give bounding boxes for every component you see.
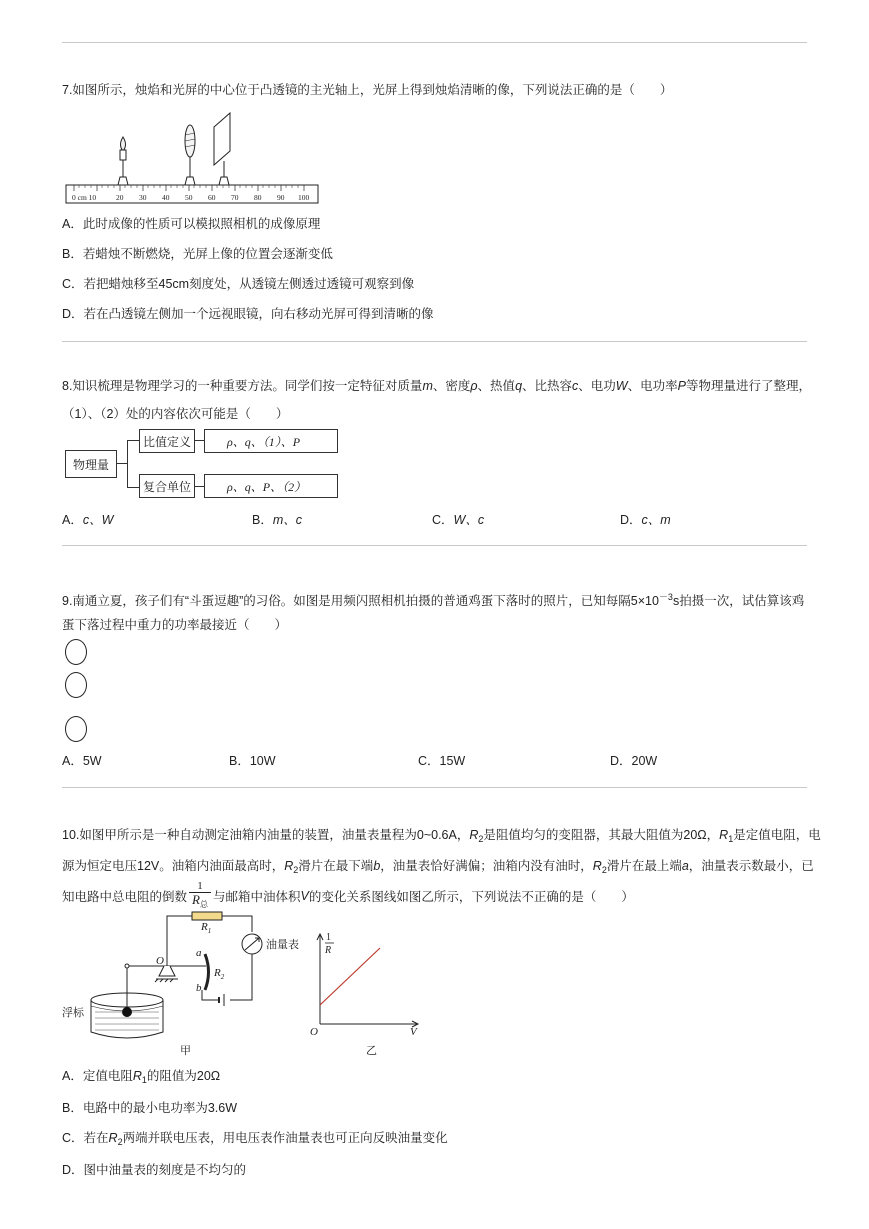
ruler-tick-label: 60: [208, 193, 216, 202]
fraction-numerator: 1: [197, 880, 203, 892]
option-c[interactable]: C．若把蜡烛移至45cm刻度处，从透镜左侧透过透镜可观察到像: [62, 277, 415, 291]
option-text: 的阻值为20Ω: [146, 1069, 221, 1083]
option-letter: C．: [432, 513, 454, 527]
option-text: m、c: [272, 513, 303, 527]
option-b[interactable]: B．10W: [229, 754, 276, 768]
den-r: R: [192, 892, 200, 907]
question-9-line2: 蛋下落过程中重力的功率最接近（ ）: [62, 618, 288, 632]
var-v: V: [300, 889, 309, 903]
ruler-tick-label: 40: [162, 193, 170, 202]
ruler-tick-label: 30: [139, 193, 147, 202]
stem-text: 10.如图甲所示是一种自动测定油箱内油量的装置，油量表量程为0~0.6A，: [62, 828, 470, 842]
stem-text: 9.南通立夏，孩子们有“斗蛋逗趣”的习俗。如图是用频闪照相机拍摄的普通鸡蛋下落时的照片，已知每隔5×10: [62, 594, 659, 608]
question-10-line1: [62, 825, 821, 844]
option-text: c、W: [82, 513, 114, 527]
egg-frame-1: [65, 639, 87, 665]
question-10-line2: [62, 856, 814, 875]
origin-label: O: [310, 1026, 318, 1038]
var-c: c: [572, 379, 579, 393]
option-c[interactable]: [432, 510, 484, 528]
convex-lens: [185, 125, 195, 185]
egg-frame-3: [65, 716, 87, 742]
stem-text: 、比热容: [522, 379, 573, 393]
option-text: C．若在: [62, 1131, 109, 1145]
var-a: a: [681, 859, 689, 873]
stem-text: 是定值电阻，电: [733, 828, 821, 842]
stem-text: ，油量表恰好满偏；油箱内没有油时，: [380, 859, 593, 873]
subscript: 2: [117, 1137, 123, 1147]
subscript: 2: [601, 865, 607, 875]
question-8-stem: [62, 376, 811, 394]
ruler-tick-label: 20: [116, 193, 124, 202]
stem-text: 与邮箱中油体积: [213, 890, 301, 904]
content-label: ρ、q、P、（2）: [227, 479, 307, 494]
option-letter: B．: [252, 513, 273, 527]
option-a[interactable]: [62, 1066, 220, 1085]
figure-caption: 乙: [366, 1045, 377, 1057]
option-c[interactable]: C．15W: [418, 754, 466, 768]
option-a[interactable]: A．5W: [62, 754, 102, 768]
branch-ratio-box: [139, 429, 195, 453]
stem-text: 的变化关系图线如图乙所示，下列说法不正确的是（ ）: [308, 890, 634, 904]
ruler-tick-label: 70: [231, 193, 239, 202]
branch-label: 复合单位: [142, 479, 191, 494]
connector: [127, 440, 128, 487]
ruler-tick-label: 80: [254, 193, 262, 202]
option-text: W、c: [453, 513, 485, 527]
subscript: 总: [199, 900, 208, 909]
inverse-resistance-volume-graph: [306, 928, 426, 1058]
root-label: 物理量: [72, 457, 109, 472]
subscript: 2: [293, 865, 299, 875]
var-r: R: [592, 859, 602, 873]
oil-gauge-circuit-figure: [62, 908, 312, 1058]
subscript: 1: [141, 1075, 147, 1085]
ruler-tick-label: 0 cm 10: [72, 193, 97, 202]
connector: [194, 440, 204, 441]
option-letter: D．: [620, 513, 642, 527]
connector: [116, 463, 127, 464]
var-b: b: [373, 859, 381, 873]
label-r1: $R_1$: [201, 921, 212, 935]
var-q: q: [515, 379, 523, 393]
content-box-1: [204, 429, 338, 453]
optical-bench-figure: [64, 105, 322, 205]
divider: [62, 341, 807, 342]
branch-compound-box: [139, 474, 195, 498]
divider: [62, 545, 807, 546]
var-r: R: [719, 828, 729, 842]
question-7-stem: 7.如图所示，烛焰和光屏的中心位于凸透镜的主光轴上，光屏上得到烛焰清晰的像，下列说法正确的是（ ）: [62, 83, 673, 97]
option-d[interactable]: D．若在凸透镜左侧加一个远视眼镜，向右移动光屏可得到清晰的像: [62, 307, 434, 321]
stem-text: 滑片在最下端: [298, 859, 374, 873]
option-text: 两端并联电压表，用电压表作油量表也可正向反映油量变化: [122, 1131, 448, 1145]
var-r: R: [469, 828, 479, 842]
stem-text: 、电功率: [627, 379, 678, 393]
stem-text: ，油量表示数最小，已: [688, 859, 814, 873]
option-d[interactable]: D．图中油量表的刻度是不均匀的: [62, 1163, 247, 1177]
label-r2: $R_2$: [214, 967, 225, 981]
connector: [127, 487, 139, 488]
option-d[interactable]: D．20W: [610, 754, 658, 768]
var-r: R: [108, 1131, 118, 1145]
connector: [127, 440, 139, 441]
light-screen: [214, 113, 230, 185]
data-line: [320, 948, 380, 1005]
divider: [62, 787, 807, 788]
option-text: c、m: [641, 513, 671, 527]
stem-text: 滑片在最上端: [606, 859, 682, 873]
var-r: R: [132, 1069, 142, 1083]
var-p: P: [677, 379, 686, 393]
divider: [62, 42, 807, 43]
var-r: R: [284, 859, 294, 873]
subscript: 2: [478, 834, 484, 844]
y-axis-numerator: 1: [326, 932, 331, 943]
option-letter: A．: [62, 513, 83, 527]
label-b: b: [196, 982, 202, 994]
option-c[interactable]: [62, 1128, 448, 1147]
stem-text: 是阻值均匀的变阻器，其最大阻值为20Ω，: [483, 828, 720, 842]
label-a: a: [196, 947, 202, 959]
x-axis-label: V: [410, 1026, 417, 1038]
connector: [194, 486, 204, 487]
option-a[interactable]: A．此时成像的性质可以模拟照相机的成像原理: [62, 217, 321, 231]
var-rho: ρ: [470, 379, 478, 393]
content-label: ρ、q、（1）、P: [227, 434, 301, 449]
ruler-tick-label: 50: [185, 193, 193, 202]
option-text: A．定值电阻: [62, 1069, 133, 1083]
stem-text: 等物理量进行了整理，: [685, 379, 811, 393]
content-box-2: [204, 474, 338, 498]
root-box: [65, 450, 117, 478]
option-a[interactable]: [62, 510, 113, 528]
branch-label: 比值定义: [142, 434, 191, 449]
ruler-tick-label: 100: [298, 193, 310, 202]
egg-frame-2: [65, 672, 87, 698]
label-float: 浮标: [62, 1007, 84, 1019]
question-8-line2: （1）、（2）处的内容依次可能是（ ）: [62, 407, 289, 421]
y-axis-denominator: R: [325, 945, 332, 956]
option-b[interactable]: B．若蜡烛不断燃烧，光屏上像的位置会逐渐变低: [62, 247, 333, 261]
stem-text: 知电路中总电阻的倒数: [62, 890, 188, 904]
label-o: O: [156, 955, 164, 967]
option-b[interactable]: B．电路中的最小电功率为3.6W: [62, 1101, 238, 1115]
stem-text: 、热值: [477, 379, 516, 393]
candle: [118, 137, 128, 185]
ruler-tick-label: 90: [277, 193, 285, 202]
subscript: 1: [728, 834, 734, 844]
stem-text: 、电功: [578, 379, 616, 393]
stem-text: 8.知识梳理是物理学习的一种重要方法。同学们按一定特征对质量: [62, 379, 423, 393]
stem-text: s拍摄一次，试估算该鸡: [672, 594, 805, 608]
figure-caption: 甲: [180, 1045, 191, 1057]
exponent: －3: [658, 592, 673, 602]
var-m: m: [422, 379, 433, 393]
option-b[interactable]: [252, 510, 302, 528]
option-d[interactable]: [620, 510, 671, 528]
label-meter: 油量表: [266, 939, 299, 951]
question-9-stem: [62, 590, 804, 609]
var-w: W: [615, 379, 628, 393]
stem-text: 、密度: [432, 379, 471, 393]
stem-text: 源为恒定电压12V。油箱内油面最高时，: [62, 859, 285, 873]
